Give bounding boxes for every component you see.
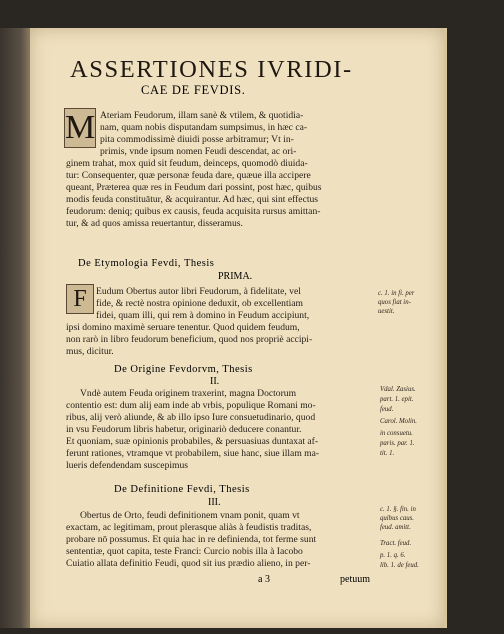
text-line: ipsi domino maximè seruare tenentur. Quod quidem feudum,: [66, 322, 300, 333]
text-line: exactam, ac legitimam, prout plerasque aliàs à feudistis traditas,: [66, 522, 312, 533]
margin-note: tit. 1.: [380, 450, 395, 457]
text-line: Obertus de Orto, feudi definitionem vnam ponit, quam vt: [80, 510, 300, 521]
text-line: tur: Consequenter, quæ personæ feuda dare, quæue illa accipere: [66, 170, 311, 181]
margin-note: Tract. feud.: [380, 540, 412, 547]
margin-note: in consuetu.: [380, 430, 413, 437]
section-heading: De Etymologia Fevdi, Thesis: [78, 258, 215, 269]
margin-note: Carol. Molin.: [380, 418, 417, 425]
page-subtitle: CAE DE FEVDIS.: [141, 83, 246, 97]
text-line: fidei, quam illi, qui rem à domino in Feudum accipiunt,: [96, 310, 310, 321]
text-line: probare nō possumus. Et quia hac in re definienda, tot ferme sunt: [66, 534, 317, 545]
text-line: in vsu Feudorum libris habetur, originariò deducere conantur.: [66, 424, 302, 435]
page-title: ASSERTIONES IVRIDI-: [70, 56, 353, 83]
section-number: II.: [210, 376, 220, 387]
catchword: petuum: [340, 574, 370, 585]
text-line: Ateriam Feudorum, illam sanè & vtilem, & quotidia-: [100, 110, 304, 121]
dropcap-m: M: [65, 109, 96, 146]
margin-note: paris. par. 1.: [380, 440, 415, 447]
text-line: modis feuda constituātur, & acquirantur. Ad hæc, qui sint effectus: [66, 194, 319, 205]
text-line: tur, & ad quos amissa reuertantur, disseramus.: [66, 218, 243, 229]
margin-note: p. 1. q. 6.: [380, 552, 406, 559]
book-spine: [0, 28, 30, 628]
section-number: III.: [208, 497, 221, 508]
section-heading: De Definitione Fevdi, Thesis: [114, 484, 250, 495]
text-line: sententiæ, quot capita, teste Franci: Curcio nobis illa à Iacobo: [66, 546, 303, 557]
text-line: contentio est: dum alij eam inde ab vrbis, populique Romani mo-: [66, 400, 316, 411]
text-line: nam, quam nobis disputandam sumpsimus, in hæc ca-: [100, 122, 308, 133]
margin-note: feud.: [380, 406, 394, 413]
margin-note: feud. amitt.: [380, 524, 411, 531]
text-line: lueris defendendam suscepimus: [66, 460, 189, 471]
section-heading: De Origine Fevdorvm, Thesis: [114, 364, 253, 375]
book-page: [30, 28, 447, 628]
margin-note: Vdal. Zasius.: [380, 386, 416, 393]
dropcap-f: F: [66, 284, 94, 314]
signature-mark: a 3: [258, 574, 270, 585]
text-line: Eudum Obertus autor libri Feudorum, à fidelitate, vel: [96, 286, 301, 297]
text-line: non rarò in libro feudorum beneficium, quod nos propriè accipi-: [66, 334, 313, 345]
margin-note: part. 1. epit.: [380, 396, 414, 403]
margin-note: uestit.: [378, 308, 395, 315]
margin-note: quibus caus.: [380, 515, 414, 522]
margin-note: lib. 1. de feud.: [380, 562, 419, 569]
text-line: pita commodissimè diuidi posse arbitramur; Vt in-: [100, 134, 294, 145]
text-line: fide, & rectè nostra opinione deduxit, ob excellentiam: [96, 298, 303, 309]
section-number: PRIMA.: [218, 271, 253, 282]
text-line: primis, vnde ipsum nomen Feudi descendat, ac ori-: [100, 146, 297, 157]
text-line: Et quoniam, suæ opinionis probabiles, & persuasiuas duntaxat af-: [66, 436, 319, 447]
text-line: Vndè autem Feuda originem traxerint, magna Doctorum: [80, 388, 297, 399]
text-line: queant, Præterea quæ res in Feudum dari possint, post hæc, quibus: [66, 182, 322, 193]
text-line: ferunt rationes, vtramque vt probabilem, siue hanc, siue illam ma-: [66, 448, 320, 459]
margin-note: c. 1. in fi. per: [378, 290, 415, 297]
text-line: ginem trahat, mox quid sit feudum, deinceps, quomodò diuida-: [66, 158, 308, 169]
text-line: ribus, alij verò aliunde, & ab illo ipso Iure consuetudinario, quod: [66, 412, 316, 423]
margin-note: quos fiat in-: [378, 299, 411, 306]
text-line: Cuiatio allata definitio Feudi, quod sit ius prædio alieno, in per-: [66, 558, 311, 569]
text-line: feudorum: deniq; quibus ex causis, feuda acquisita rursus amittan-: [66, 206, 321, 217]
text-line: mus, dicitur.: [66, 346, 114, 357]
margin-note: c. 1. §. fin. in: [380, 506, 416, 513]
